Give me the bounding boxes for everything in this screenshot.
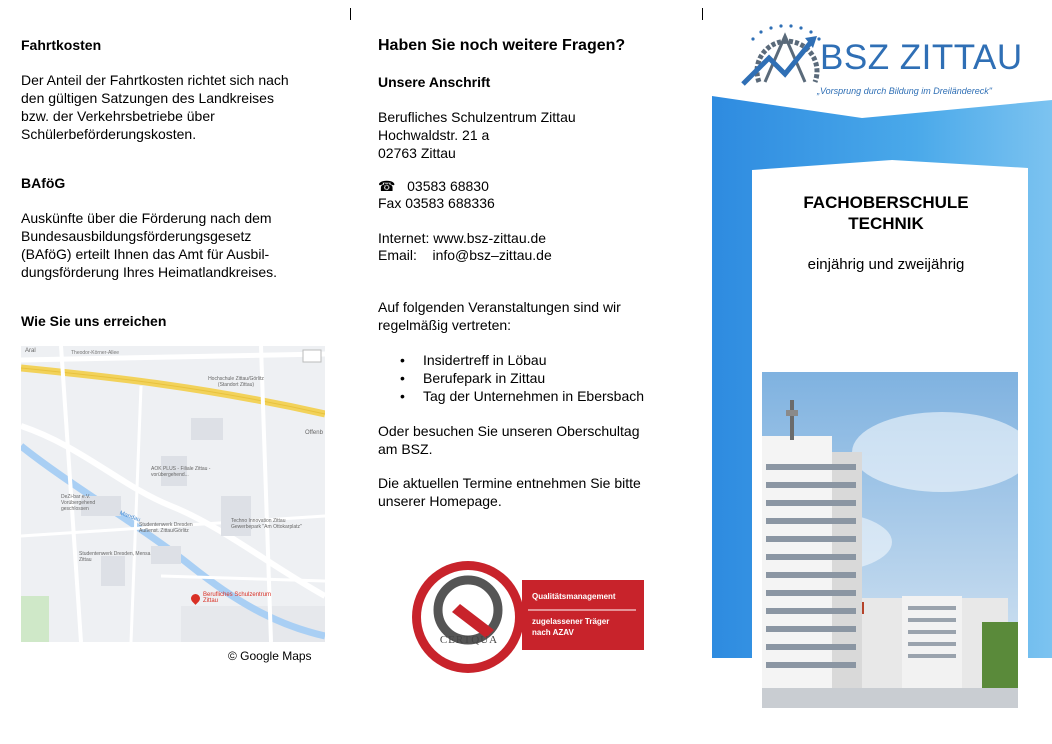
map-label-dezi: DeZi-bar e.V. Vorübergehend geschlossen bbox=[61, 494, 96, 512]
map-label-aok: AOK PLUS - Filiale Zittau - vorübergehend... bbox=[151, 466, 211, 478]
events-intro: Auf folgenden Veranstaltungen sind wir regelmäßig vertreten: bbox=[378, 299, 621, 333]
fold-mark-left bbox=[350, 8, 351, 20]
map-label-offenb: Offenb bbox=[305, 430, 323, 436]
bafoeg-heading: BAföG bbox=[21, 175, 66, 191]
phone-icon: ☎ bbox=[378, 178, 396, 194]
list-item: • Berufepark in Zittau bbox=[378, 369, 678, 387]
internet-link[interactable]: Internet: www.bsz-zittau.de bbox=[378, 230, 547, 246]
email-label: Email: bbox=[378, 247, 417, 263]
phone-number[interactable]: 03583 68830 bbox=[407, 178, 489, 194]
map-label-techno: Techno Innovation Zittau Gewerbepark "Am Ottokarplatz" bbox=[231, 518, 302, 530]
address-heading: Unsere Anschrift bbox=[378, 74, 491, 90]
fold-mark-right bbox=[702, 8, 703, 20]
certqua-name: CERTQUA bbox=[439, 634, 499, 646]
map-label-aral: Aral bbox=[25, 348, 36, 354]
map-label-studentenwerk: Studentenwerk Dresden Außenst. Zittau/Görlitz bbox=[139, 522, 193, 534]
map-label-hochschule: Hochschule Zittau/Görlitz (Standort Zittau) bbox=[208, 376, 264, 388]
list-item: • Tag der Unternehmen in Ebersbach bbox=[378, 387, 678, 405]
bsz-logo-name: BSZ ZITTAU bbox=[820, 38, 1023, 77]
map-label-street: Theodor-Körner-Allee bbox=[71, 350, 120, 356]
questions-heading: Haben Sie noch weitere Fragen? bbox=[378, 37, 626, 54]
map-label-bsz: Berufliches Schulzentrum Zittau bbox=[203, 592, 272, 604]
location-map[interactable] bbox=[21, 346, 325, 642]
erreichen-heading: Wie Sie uns erreichen bbox=[21, 313, 167, 329]
cover-title bbox=[752, 192, 1020, 234]
bafoeg-text: Auskünfte über die Förderung nach dem Bundesausbildungsförderungsgesetz (BAföG) erteilt Ihnen das Amt für Ausbil- dungsförderung Ihres Heimatlandkreises. bbox=[21, 210, 278, 280]
certqua-line3: nach AZAV bbox=[532, 628, 574, 637]
certqua-line1: Qualitätsmanagement bbox=[532, 592, 616, 601]
card-top-edge bbox=[752, 160, 1028, 172]
phone-line bbox=[378, 177, 489, 195]
cover-title-line2: TECHNIK bbox=[848, 214, 924, 233]
email-line bbox=[378, 246, 552, 264]
cover-subtitle: einjährig und zweijährig bbox=[807, 256, 965, 273]
termine-text: Die aktuellen Termine entnehmen Sie bitte unserer Homepage. bbox=[378, 475, 641, 509]
fax-number: Fax 03583 688336 bbox=[378, 195, 495, 211]
cover-title-line1: FACHOBERSCHULE bbox=[803, 193, 969, 212]
school-building-photo bbox=[762, 372, 1018, 708]
fahrtkosten-text: Der Anteil der Fahrtkosten richtet sich nach den gültigen Satzungen des Landkreises bzw. der Verkehrsbetriebe über Schülerbeförderungskosten. bbox=[21, 72, 289, 142]
map-credit: © Google Maps bbox=[228, 649, 312, 663]
address-text: Berufliches Schulzentrum Zittau Hochwaldstr. 21 a 02763 Zittau bbox=[378, 109, 576, 161]
fahrtkosten-heading: Fahrtkosten bbox=[21, 37, 102, 53]
certqua-line2: zugelassener Träger bbox=[532, 617, 610, 626]
bsz-logo-slogan: „Vorsprung durch Bildung im Dreiländereck" bbox=[817, 86, 992, 96]
visit-text: Oder besuchen Sie unseren Oberschultag am BSZ. bbox=[378, 423, 640, 457]
map-label-mandau: Mandau bbox=[118, 510, 142, 524]
list-item: • Insidertreff in Löbau bbox=[378, 351, 678, 369]
map-label-mensa: Studentenwerk Dresden, Mensa Zittau bbox=[79, 551, 151, 563]
bsz-logo bbox=[735, 22, 1035, 102]
certqua-logo bbox=[408, 558, 648, 676]
certqua-seal bbox=[408, 558, 648, 676]
email-link[interactable]: info@bsz–zittau.de bbox=[432, 247, 552, 263]
events-list bbox=[378, 351, 678, 405]
